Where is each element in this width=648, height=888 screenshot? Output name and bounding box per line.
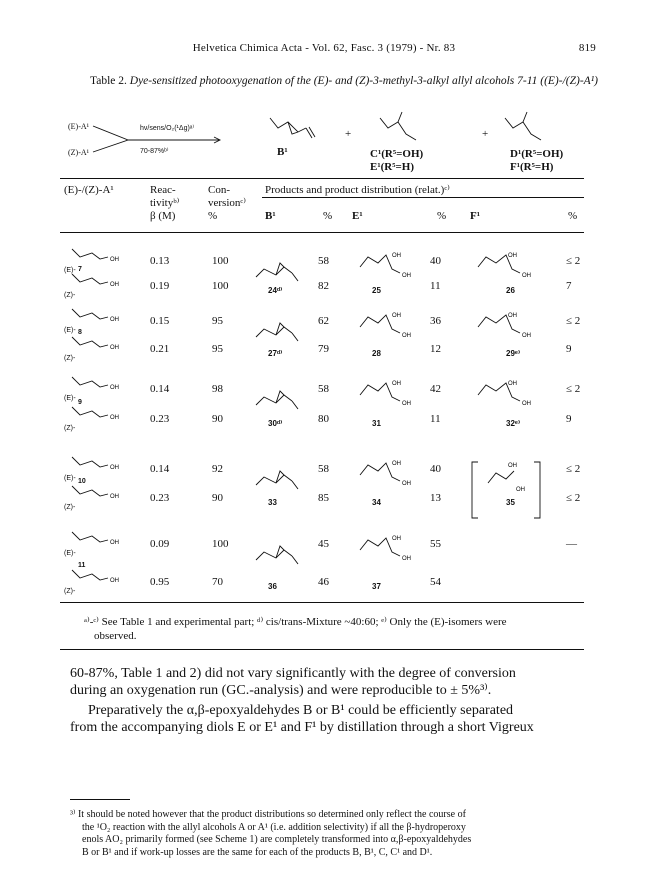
table-cell-b-pct: 80 xyxy=(318,413,329,425)
col-header-products: Products and product distribution (relat.)ᶜ⁾ xyxy=(265,184,450,196)
table-cell-b-pct: 58 xyxy=(318,255,329,267)
col-header-conversion-2: versionᶜ⁾ xyxy=(208,197,246,209)
table-cell-reactivity: 0.19 xyxy=(150,280,170,292)
table-cell-reactivity: 0.23 xyxy=(150,492,170,504)
oh-label: OH xyxy=(110,415,119,421)
isomer-label: (E)- xyxy=(64,550,76,557)
table-cell-conversion: 95 xyxy=(212,315,223,327)
oh-label: OH xyxy=(110,257,119,263)
footnote-separator xyxy=(70,799,130,800)
table-cell-e-pct: 40 xyxy=(430,463,441,475)
scheme-reactant-z: (Z)-A¹ xyxy=(68,148,90,157)
table-caption-label: Table 2. xyxy=(90,75,127,87)
table-caption-text: Dye-sensitized photooxygenation of the (E)- and (Z)-3-methyl-3-alkyl allyl alcohols 7-11 ((E)-/(Z)-A¹) xyxy=(129,75,598,87)
oh-label: OH xyxy=(392,313,401,319)
table-cell-b-pct: 62 xyxy=(318,315,329,327)
table-cell-b-pct: 79 xyxy=(318,343,329,355)
col-header-conversion-1: Con- xyxy=(208,184,230,196)
compound-number: 7 xyxy=(78,266,82,273)
oh-label: OH xyxy=(110,317,119,323)
product-compound-number: 28 xyxy=(372,349,381,358)
isomer-label: (Z)- xyxy=(64,292,76,299)
scheme-product-d: D¹(R⁵=OH) xyxy=(510,148,564,160)
oh-label: OH xyxy=(110,345,119,351)
table-cell-e-pct: 40 xyxy=(430,255,441,267)
product-compound-number: 36 xyxy=(268,582,277,591)
product-compound-number: 35 xyxy=(506,498,515,507)
compound-number: 11 xyxy=(78,562,86,569)
table-cell-reactivity: 0.09 xyxy=(150,538,170,550)
table-cell-b-pct: 45 xyxy=(318,538,329,550)
col-header-pct-f: % xyxy=(568,210,578,222)
col-header-e: E¹ xyxy=(352,210,363,222)
product-compound-number: 29ᵉ⁾ xyxy=(506,349,521,358)
table-cell-reactivity: 0.23 xyxy=(150,413,170,425)
oh-label: OH xyxy=(110,282,119,288)
table-cell-b-pct: 58 xyxy=(318,383,329,395)
table-cell-conversion: 100 xyxy=(212,538,229,550)
table-cell-e-pct: 12 xyxy=(430,343,441,355)
oh-label: OH xyxy=(402,481,411,487)
isomer-label: (Z)- xyxy=(64,355,76,362)
isomer-label: (E)- xyxy=(64,475,76,482)
compound-number: 8 xyxy=(78,329,82,336)
table-footnote-line-1: ᵃ⁾-ᶜ⁾ See Table 1 and experimental part; ᵈ⁾ cis/trans-Mixture ~40:60; ᵉ⁾ Only the (E)-isomers were xyxy=(84,616,507,628)
product-compound-number: 32ᵉ⁾ xyxy=(506,419,521,428)
compound-number: 10 xyxy=(78,478,86,485)
scheme-arrow-top: hν/sens/O₂(¹Δg)ᵃ⁾ xyxy=(140,125,195,132)
table-cell-conversion: 90 xyxy=(212,413,223,425)
footnote-3-line-4: B or B¹ and if work-up losses are the same for each of the products B, B¹, C, C¹ and D¹. xyxy=(82,846,433,858)
product-compound-number: 26 xyxy=(506,286,515,295)
table-cell-reactivity: 0.13 xyxy=(150,255,170,267)
product-compound-number: 31 xyxy=(372,419,381,428)
table-cell-conversion: 70 xyxy=(212,576,223,588)
col-header-b: B¹ xyxy=(265,210,276,222)
isomer-label: (E)- xyxy=(64,395,76,402)
footnote-3 xyxy=(70,809,590,859)
oh-label: OH xyxy=(522,333,531,339)
col-header-reactivity-2: tivityᵇ⁾ xyxy=(150,197,180,209)
table-cell-f-pct: ≤ 2 xyxy=(566,315,581,327)
table-cell-reactivity: 0.14 xyxy=(150,463,170,475)
product-compound-number: 37 xyxy=(372,582,381,591)
table-cell-f-pct: ≤ 2 xyxy=(566,255,581,267)
product-compound-number: 34 xyxy=(372,498,381,507)
scheme-product-b: B¹ xyxy=(277,146,288,158)
table-cell-b-pct: 82 xyxy=(318,280,329,292)
oh-label: OH xyxy=(522,401,531,407)
table-cell-reactivity: 0.95 xyxy=(150,576,170,588)
footnote-3-line-3: enols AO₂ primarily formed (see Scheme 1) are completely transformed into α,β-epoxyaldehydes xyxy=(82,834,472,845)
footnote-3-line-2: the ¹O₂ reaction with the allyl alcohols A or A¹ (i.e. addition selectivity) if all the β-hydroperoxy xyxy=(82,821,466,833)
oh-label: OH xyxy=(110,540,119,546)
product-compound-number: 27ᵈ⁾ xyxy=(268,349,283,358)
product-compound-number: 24ᵈ⁾ xyxy=(268,286,283,295)
table-cell-reactivity: 0.15 xyxy=(150,315,170,327)
body-paragraph-2-line-2: from the accompanying diols E or E¹ and F¹ by distillation through a short Vigreux xyxy=(70,720,534,735)
product-compound-number: 30ᵈ⁾ xyxy=(268,419,283,428)
oh-label: OH xyxy=(402,556,411,562)
table-cell-e-pct: 11 xyxy=(430,280,441,292)
table-cell-conversion: 100 xyxy=(212,280,229,292)
col-header-f: F¹ xyxy=(470,210,481,222)
table-cell-b-pct: 85 xyxy=(318,492,329,504)
table-cell-conversion: 100 xyxy=(212,255,229,267)
table-cell-e-pct: 54 xyxy=(430,576,441,588)
table-cell-conversion: 95 xyxy=(212,343,223,355)
oh-label: OH xyxy=(392,536,401,542)
oh-label: OH xyxy=(402,273,411,279)
col-header-compound: (E)-/(Z)-A¹ xyxy=(64,184,114,196)
isomer-label: (Z)- xyxy=(64,504,76,511)
table-cell-f-pct: — xyxy=(566,538,577,550)
table-cell-reactivity: 0.21 xyxy=(150,343,170,355)
oh-label: OH xyxy=(508,463,517,469)
scheme-plus-1: + xyxy=(345,128,352,140)
oh-label: OH xyxy=(392,381,401,387)
table-cell-b-pct: 58 xyxy=(318,463,329,475)
isomer-label: (E)- xyxy=(64,327,76,334)
table-footnote-line-2: observed. xyxy=(94,630,137,642)
col-header-conversion-3: % xyxy=(208,210,218,222)
oh-label: OH xyxy=(508,313,517,319)
col-header-reactivity-1: Reac- xyxy=(150,184,176,196)
table-cell-f-pct: ≤ 2 xyxy=(566,492,581,504)
scheme-product-e: E¹(R⁵=H) xyxy=(370,161,415,173)
oh-label: OH xyxy=(110,494,119,500)
product-compound-number: 25 xyxy=(372,286,381,295)
scheme-arrow-bottom: 70-87%ᵇ⁾ xyxy=(140,148,169,155)
table-cell-f-pct: 9 xyxy=(566,343,572,355)
oh-label: OH xyxy=(508,381,517,387)
table-footnote xyxy=(84,615,604,643)
oh-label: OH xyxy=(392,461,401,467)
scheme-plus-2: + xyxy=(482,128,489,140)
scheme-product-f: F¹(R⁵=H) xyxy=(510,161,554,173)
isomer-label: (E)- xyxy=(64,267,76,274)
oh-label: OH xyxy=(508,253,517,259)
table-cell-e-pct: 36 xyxy=(430,315,441,327)
oh-label: OH xyxy=(110,465,119,471)
table-cell-e-pct: 55 xyxy=(430,538,441,550)
product-compound-number: 33 xyxy=(268,498,277,507)
table-cell-e-pct: 11 xyxy=(430,413,441,425)
isomer-label: (Z)- xyxy=(64,425,76,432)
isomer-label: (Z)- xyxy=(64,588,76,595)
page-number: 819 xyxy=(578,42,596,54)
footnote-3-line-1: It should be noted however that the product distributions so determined only reflect the course of xyxy=(77,809,466,820)
table-cell-conversion: 92 xyxy=(212,463,223,475)
oh-label: OH xyxy=(402,401,411,407)
table-cell-reactivity: 0.14 xyxy=(150,383,170,395)
compound-number: 9 xyxy=(78,399,82,406)
oh-label: OH xyxy=(522,273,531,279)
footnote-3-marker: ³⁾ xyxy=(70,809,76,820)
oh-label: OH xyxy=(110,385,119,391)
table-cell-f-pct: 7 xyxy=(566,280,572,292)
body-paragraph-2-line-1: Preparatively the α,β-epoxyaldehydes B or B¹ could be efficiently separated xyxy=(88,703,514,718)
col-header-pct-e: % xyxy=(437,210,447,222)
oh-label: OH xyxy=(516,487,525,493)
oh-label: OH xyxy=(110,578,119,584)
table-cell-e-pct: 42 xyxy=(430,383,441,395)
scheme-product-c: C¹(R⁵=OH) xyxy=(370,148,424,160)
col-header-pct-b: % xyxy=(323,210,333,222)
oh-label: OH xyxy=(402,333,411,339)
table-cell-conversion: 98 xyxy=(212,383,223,395)
table-cell-e-pct: 13 xyxy=(430,492,441,504)
table-cell-conversion: 90 xyxy=(212,492,223,504)
table-cell-f-pct: 9 xyxy=(566,413,572,425)
body-paragraph-1-line-1: 60-87%, Table 1 and 2) did not vary significantly with the degree of conversion xyxy=(70,666,516,681)
table-cell-f-pct: ≤ 2 xyxy=(566,383,581,395)
table-cell-f-pct: ≤ 2 xyxy=(566,463,581,475)
table-cell-b-pct: 46 xyxy=(318,576,329,588)
oh-label: OH xyxy=(392,253,401,259)
col-header-reactivity-3: β (M) xyxy=(150,210,176,222)
journal-title: Helvetica Chimica Acta - Vol. 62, Fasc. 3 (1979) - Nr. 83 xyxy=(192,42,456,54)
body-paragraph-1-line-2: during an oxygenation run (GC.-analysis) and were reproducible to ± 5%³⁾. xyxy=(70,683,492,698)
scheme-reactant-e: (E)-A¹ xyxy=(68,122,90,131)
